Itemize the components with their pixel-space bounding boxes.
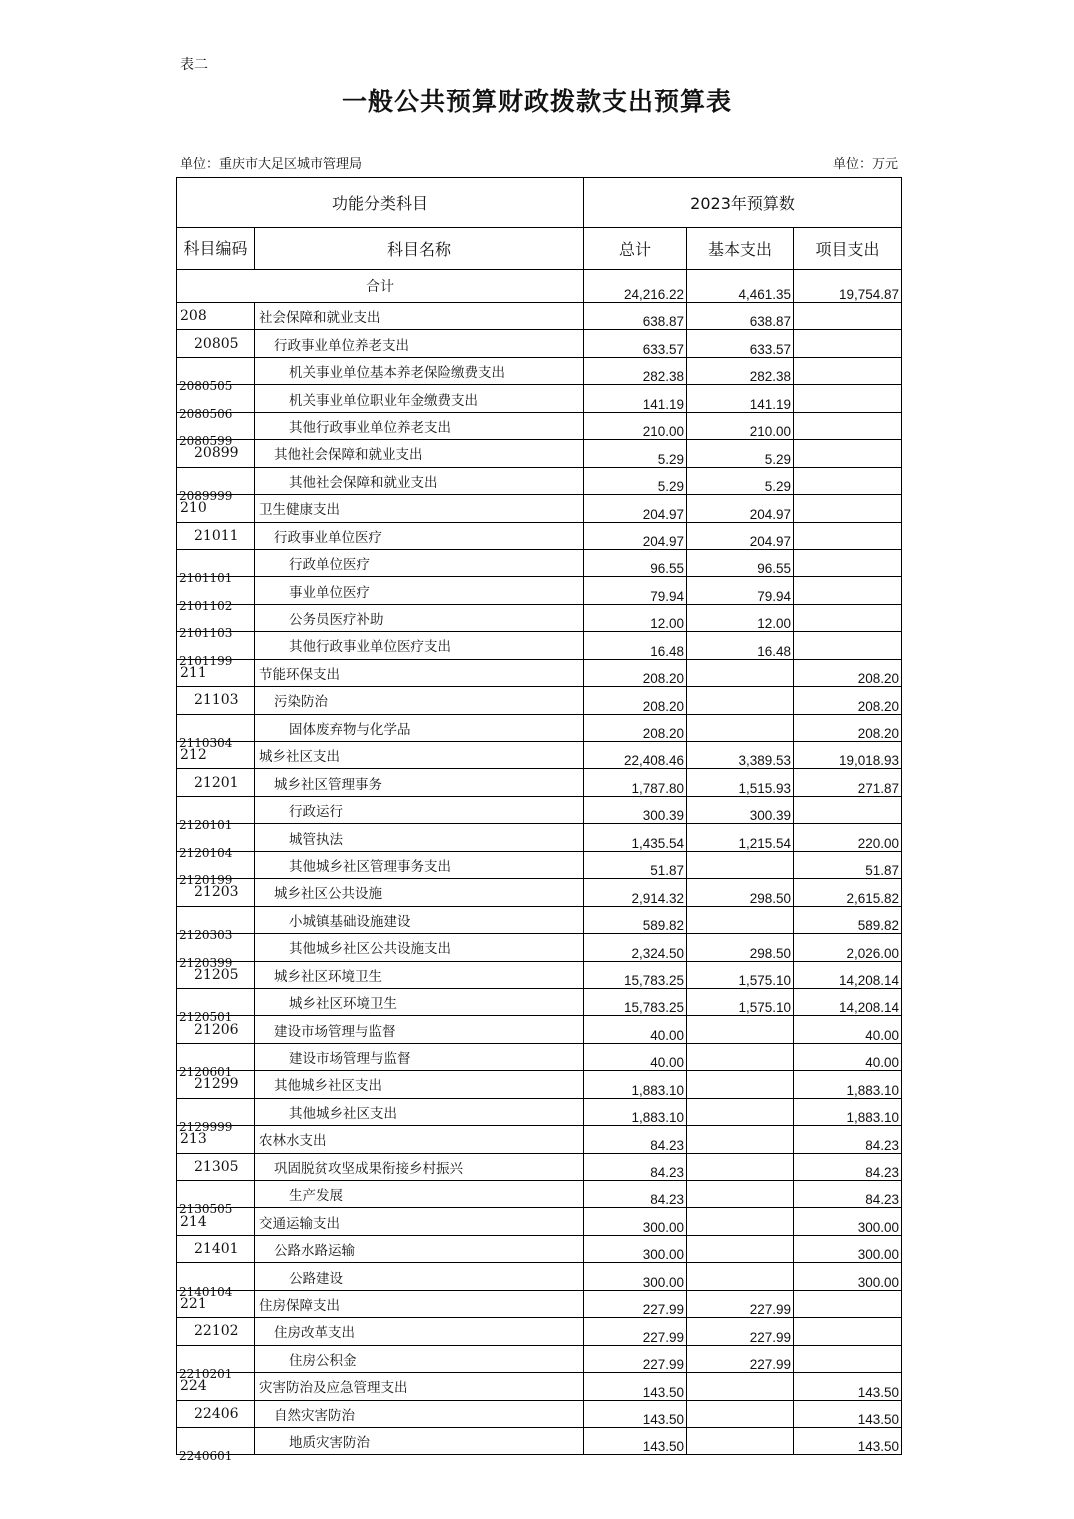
total-amount: 204.97	[584, 522, 687, 549]
table-row	[177, 1400, 902, 1427]
subject-name: 住房公积金	[255, 1345, 584, 1372]
table-row	[177, 961, 902, 988]
table-row	[177, 1208, 902, 1235]
subject-name: 行政事业单位养老支出	[255, 330, 584, 357]
basic-amount	[687, 1427, 794, 1454]
table-row	[177, 440, 902, 467]
table-row	[177, 796, 902, 823]
total-label: 合计	[177, 270, 584, 303]
subject-name: 污染防治	[255, 687, 584, 714]
basic-amount	[687, 659, 794, 686]
total-amount: 300.00	[584, 1263, 687, 1290]
table-row	[177, 934, 902, 961]
subject-code	[177, 385, 255, 421]
subject-code	[177, 988, 255, 1025]
total-amount: 96.55	[584, 549, 687, 576]
subject-code-text: 2129999	[179, 1120, 233, 1135]
subject-name: 建设市场管理与监督	[255, 1043, 584, 1070]
total-amount: 208.20	[584, 687, 687, 714]
table-row	[177, 742, 902, 769]
table-row	[177, 330, 902, 357]
basic-amount: 1,515.93	[687, 769, 794, 796]
basic-amount: 204.97	[687, 495, 794, 522]
table-row	[177, 1373, 902, 1400]
basic-amount: 5.29	[687, 467, 794, 494]
subject-code-text: 2101101	[179, 571, 233, 586]
subject-name: 其他社会保障和就业支出	[255, 440, 584, 467]
basic-amount	[687, 1071, 794, 1098]
total-amount: 300.00	[584, 1235, 687, 1262]
subject-code: 221	[177, 1290, 255, 1317]
subject-code	[177, 906, 255, 943]
total-amount: 5.29	[584, 467, 687, 494]
subject-code	[177, 357, 255, 394]
subject-name: 公务员医疗补助	[255, 604, 584, 631]
project-amount: 51.87	[794, 851, 902, 878]
total-amount: 589.82	[584, 906, 687, 933]
project-amount	[794, 357, 902, 384]
subject-code	[177, 1181, 255, 1217]
subject-code	[177, 1345, 255, 1382]
total-sum: 24,216.22	[584, 270, 687, 303]
subject-name: 其他城乡社区支出	[255, 1071, 584, 1098]
project-amount	[794, 1290, 902, 1317]
table-row	[177, 357, 902, 384]
subject-code-text: 2120104	[179, 845, 233, 860]
subject-name: 行政单位医疗	[255, 549, 584, 576]
table-row	[177, 1427, 902, 1454]
subject-code-text: 2080505	[179, 379, 233, 394]
header-row-2	[177, 228, 902, 270]
page-title: 一般公共预算财政拨款支出预算表	[341, 87, 732, 116]
subject-code: 213	[177, 1126, 255, 1153]
total-amount: 2,324.50	[584, 934, 687, 961]
subject-code	[177, 632, 255, 668]
total-amount: 208.20	[584, 659, 687, 686]
basic-amount	[687, 1235, 794, 1262]
subject-code: 210	[177, 495, 255, 522]
project-amount: 300.00	[794, 1263, 902, 1290]
table-row	[177, 1016, 902, 1043]
subject-code: 21203	[177, 879, 255, 906]
table-row	[177, 1235, 902, 1262]
currency-unit: 单位：万元	[832, 157, 898, 172]
table-row	[177, 769, 902, 796]
project-amount: 143.50	[794, 1400, 902, 1427]
subject-code: 21401	[177, 1235, 255, 1262]
basic-amount: 1,575.10	[687, 988, 794, 1015]
total-amount: 5.29	[584, 440, 687, 467]
project-amount: 1,883.10	[794, 1071, 902, 1098]
basic-amount: 300.39	[687, 796, 794, 823]
total-amount: 227.99	[584, 1345, 687, 1372]
project-amount	[794, 796, 902, 823]
total-amount: 51.87	[584, 851, 687, 878]
basic-amount	[687, 1400, 794, 1427]
subject-name: 小城镇基础设施建设	[255, 906, 584, 933]
subject-code	[177, 549, 255, 586]
basic-amount: 1,575.10	[687, 961, 794, 988]
basic-amount: 141.19	[687, 385, 794, 412]
subject-code-text: 2080599	[179, 434, 233, 449]
subject-code	[177, 1043, 255, 1080]
total-amount: 143.50	[584, 1373, 687, 1400]
project-amount: 220.00	[794, 824, 902, 851]
subject-name: 生产发展	[255, 1181, 584, 1208]
table-row	[177, 824, 902, 851]
budget-year-header: 2023年预算数	[584, 178, 902, 228]
total-basic: 4,461.35	[687, 270, 794, 303]
subject-code: 20899	[177, 440, 255, 467]
subject-name: 机关事业单位职业年金缴费支出	[255, 385, 584, 412]
subject-name: 其他社会保障和就业支出	[255, 467, 584, 494]
table-row	[177, 988, 902, 1015]
subject-code: 21299	[177, 1071, 255, 1098]
total-amount: 638.87	[584, 303, 687, 330]
subject-code	[177, 796, 255, 833]
table-row	[177, 522, 902, 549]
project-amount: 2,026.00	[794, 934, 902, 961]
basic-amount	[687, 1373, 794, 1400]
project-amount	[794, 1318, 902, 1345]
basic-amount: 633.57	[687, 330, 794, 357]
total-amount: 300.39	[584, 796, 687, 823]
project-amount	[794, 522, 902, 549]
project-amount	[794, 604, 902, 631]
basic-amount	[687, 1208, 794, 1235]
subject-code	[177, 604, 255, 641]
table-row	[177, 879, 902, 906]
table-row	[177, 549, 902, 576]
subject-code: 212	[177, 742, 255, 769]
basic-amount: 96.55	[687, 549, 794, 576]
project-amount: 40.00	[794, 1043, 902, 1070]
total-amount: 79.94	[584, 577, 687, 604]
subject-name: 灾害防治及应急管理支出	[255, 1373, 584, 1400]
table-row	[177, 577, 902, 604]
subject-name: 其他行政事业单位医疗支出	[255, 632, 584, 659]
subject-code: 20805	[177, 330, 255, 357]
subject-code-text: 2210201	[179, 1367, 233, 1382]
table-row	[177, 604, 902, 631]
basic-amount: 204.97	[687, 522, 794, 549]
subject-code: 208	[177, 303, 255, 330]
subject-code-text: 2120601	[179, 1065, 233, 1080]
basic-amount: 227.99	[687, 1318, 794, 1345]
project-amount: 84.23	[794, 1181, 902, 1208]
total-amount: 16.48	[584, 632, 687, 659]
document-label: 表二	[180, 57, 208, 73]
basic-amount: 298.50	[687, 934, 794, 961]
subject-code-text: 2110304	[179, 736, 233, 750]
subject-code-text: 2240601	[179, 1449, 233, 1464]
project-amount	[794, 330, 902, 357]
subject-name: 城乡社区支出	[255, 742, 584, 769]
table-row	[177, 851, 902, 878]
basic-amount	[687, 1153, 794, 1180]
subject-name: 城乡社区环境卫生	[255, 988, 584, 1015]
subject-code: 211	[177, 659, 255, 686]
subject-name: 行政事业单位医疗	[255, 522, 584, 549]
total-header: 总计	[584, 228, 687, 270]
project-amount: 2,615.82	[794, 879, 902, 906]
project-amount: 40.00	[794, 1016, 902, 1043]
basic-amount	[687, 1126, 794, 1153]
subject-name: 住房保障支出	[255, 1290, 584, 1317]
basic-amount	[687, 714, 794, 741]
subject-code-text: 2120501	[179, 1010, 233, 1025]
subject-code	[177, 851, 255, 888]
table-row	[177, 412, 902, 439]
table-row	[177, 1181, 902, 1208]
total-amount: 1,435.54	[584, 824, 687, 851]
basic-amount: 12.00	[687, 604, 794, 631]
total-amount: 40.00	[584, 1016, 687, 1043]
subject-name: 自然灾害防治	[255, 1400, 584, 1427]
subject-name: 地质灾害防治	[255, 1427, 584, 1454]
table-row	[177, 1071, 902, 1098]
subject-code-text: 2120199	[179, 873, 233, 888]
basic-amount: 5.29	[687, 440, 794, 467]
subject-code: 22406	[177, 1400, 255, 1427]
subject-code: 224	[177, 1373, 255, 1400]
table-row	[177, 687, 902, 714]
budget-table	[176, 177, 902, 1464]
subject-name: 社会保障和就业支出	[255, 303, 584, 330]
total-row	[177, 270, 902, 303]
total-amount: 1,883.10	[584, 1098, 687, 1125]
project-amount: 208.20	[794, 714, 902, 741]
subject-name: 公路水路运输	[255, 1235, 584, 1262]
project-amount	[794, 303, 902, 330]
total-amount: 282.38	[584, 357, 687, 384]
table-row	[177, 495, 902, 522]
total-amount: 15,783.25	[584, 961, 687, 988]
basic-amount	[687, 1098, 794, 1125]
basic-amount: 79.94	[687, 577, 794, 604]
project-amount	[794, 495, 902, 522]
table-row	[177, 1098, 902, 1125]
basic-amount	[687, 1181, 794, 1208]
subject-code-text: 2089999	[179, 489, 233, 504]
total-amount: 300.00	[584, 1208, 687, 1235]
project-amount: 19,018.93	[794, 742, 902, 769]
subject-code	[177, 577, 255, 613]
basic-amount: 210.00	[687, 412, 794, 439]
subject-name: 城乡社区公共设施	[255, 879, 584, 906]
table-row	[177, 303, 902, 330]
total-amount: 12.00	[584, 604, 687, 631]
subject-name: 固体废弃物与化学品	[255, 714, 584, 741]
total-amount: 84.23	[584, 1126, 687, 1153]
project-amount: 14,208.14	[794, 961, 902, 988]
subject-code: 21305	[177, 1153, 255, 1180]
subject-name: 事业单位医疗	[255, 577, 584, 604]
project-amount: 271.87	[794, 769, 902, 796]
total-project: 19,754.87	[794, 270, 902, 303]
subject-code: 214	[177, 1208, 255, 1235]
subject-name: 城乡社区环境卫生	[255, 961, 584, 988]
table-row	[177, 659, 902, 686]
basic-amount: 638.87	[687, 303, 794, 330]
project-amount: 300.00	[794, 1208, 902, 1235]
total-amount: 15,783.25	[584, 988, 687, 1015]
project-amount: 1,883.10	[794, 1098, 902, 1125]
project-amount	[794, 549, 902, 576]
table-row	[177, 906, 902, 933]
project-amount: 589.82	[794, 906, 902, 933]
project-amount	[794, 467, 902, 494]
subject-code-text: 2101199	[179, 653, 233, 668]
subject-name: 卫生健康支出	[255, 495, 584, 522]
subject-name: 机关事业单位基本养老保险缴费支出	[255, 357, 584, 384]
basic-amount	[687, 1043, 794, 1070]
basic-amount: 298.50	[687, 879, 794, 906]
table-row	[177, 385, 902, 412]
project-amount	[794, 412, 902, 439]
subject-name: 其他城乡社区管理事务支出	[255, 851, 584, 878]
project-amount	[794, 385, 902, 412]
subject-name: 城乡社区管理事务	[255, 769, 584, 796]
total-amount: 633.57	[584, 330, 687, 357]
subject-code-text: 2120101	[179, 818, 233, 833]
table-row	[177, 632, 902, 659]
subject-name: 其他行政事业单位养老支出	[255, 412, 584, 439]
subject-name: 公路建设	[255, 1263, 584, 1290]
total-amount: 22,408.46	[584, 742, 687, 769]
subject-code	[177, 467, 255, 504]
basic-amount: 282.38	[687, 357, 794, 384]
header-row-1	[177, 178, 902, 228]
total-amount: 1,883.10	[584, 1071, 687, 1098]
subject-code	[177, 1098, 255, 1135]
project-amount	[794, 577, 902, 604]
subject-code: 21011	[177, 522, 255, 549]
subject-name: 城管执法	[255, 824, 584, 851]
total-amount: 40.00	[584, 1043, 687, 1070]
subject-code-text: 2101102	[179, 598, 233, 613]
subject-code	[177, 934, 255, 970]
subject-code: 21205	[177, 961, 255, 988]
subject-code	[177, 412, 255, 449]
basic-amount: 3,389.53	[687, 742, 794, 769]
project-amount: 300.00	[794, 1235, 902, 1262]
project-amount: 84.23	[794, 1153, 902, 1180]
project-amount	[794, 1345, 902, 1372]
table-row	[177, 1345, 902, 1372]
subject-name: 其他城乡社区支出	[255, 1098, 584, 1125]
subject-code-text: 2140104	[179, 1284, 233, 1299]
table-row	[177, 1153, 902, 1180]
subject-code	[177, 714, 255, 750]
total-amount: 204.97	[584, 495, 687, 522]
project-amount	[794, 440, 902, 467]
project-amount	[794, 632, 902, 659]
functional-classification-header: 功能分类科目	[177, 178, 584, 228]
name-header: 科目名称	[255, 228, 584, 270]
basic-amount	[687, 851, 794, 878]
basic-amount: 1,215.54	[687, 824, 794, 851]
table-row	[177, 1263, 902, 1290]
total-amount: 143.50	[584, 1400, 687, 1427]
table-row	[177, 1290, 902, 1317]
basic-amount	[687, 1016, 794, 1043]
subject-name: 建设市场管理与监督	[255, 1016, 584, 1043]
table-row	[177, 467, 902, 494]
subject-name: 行政运行	[255, 796, 584, 823]
total-amount: 210.00	[584, 412, 687, 439]
total-amount: 1,787.80	[584, 769, 687, 796]
total-amount: 143.50	[584, 1427, 687, 1454]
subject-name: 住房改革支出	[255, 1318, 584, 1345]
subject-name: 其他城乡社区公共设施支出	[255, 934, 584, 961]
subject-name: 农林水支出	[255, 1126, 584, 1153]
subject-code-text: 2101103	[179, 626, 233, 641]
subject-code-text: 2080506	[179, 406, 233, 421]
organization-unit: 单位：重庆市大足区城市管理局	[180, 157, 363, 172]
project-header: 项目支出	[794, 228, 902, 270]
total-amount: 2,914.32	[584, 879, 687, 906]
basic-amount: 16.48	[687, 632, 794, 659]
basic-amount	[687, 687, 794, 714]
subject-code-text: 2120303	[179, 928, 233, 943]
project-amount: 84.23	[794, 1126, 902, 1153]
total-amount: 84.23	[584, 1181, 687, 1208]
subject-code: 21103	[177, 687, 255, 714]
total-amount: 141.19	[584, 385, 687, 412]
basic-header: 基本支出	[687, 228, 794, 270]
basic-amount	[687, 906, 794, 933]
total-amount: 227.99	[584, 1318, 687, 1345]
subject-code	[177, 1263, 255, 1299]
basic-amount	[687, 1263, 794, 1290]
subject-code-text: 2120399	[179, 955, 233, 970]
subject-code	[177, 824, 255, 860]
total-amount: 227.99	[584, 1290, 687, 1317]
project-amount: 143.50	[794, 1373, 902, 1400]
basic-amount: 227.99	[687, 1345, 794, 1372]
project-amount: 14,208.14	[794, 988, 902, 1015]
project-amount: 208.20	[794, 659, 902, 686]
total-amount: 84.23	[584, 1153, 687, 1180]
subject-name: 节能环保支出	[255, 659, 584, 686]
subject-code: 22102	[177, 1318, 255, 1345]
code-header: 科目编码	[177, 228, 255, 270]
subject-code-text: 2130505	[179, 1202, 233, 1217]
subject-code: 21201	[177, 769, 255, 796]
subject-code: 21206	[177, 1016, 255, 1043]
subject-code	[177, 1427, 255, 1464]
total-amount: 208.20	[584, 714, 687, 741]
subject-name: 巩固脱贫攻坚成果衔接乡村振兴	[255, 1153, 584, 1180]
table-row	[177, 1043, 902, 1070]
table-row	[177, 714, 902, 741]
basic-amount: 227.99	[687, 1290, 794, 1317]
table-row	[177, 1126, 902, 1153]
project-amount: 208.20	[794, 687, 902, 714]
table-row	[177, 1318, 902, 1345]
subject-name: 交通运输支出	[255, 1208, 584, 1235]
project-amount: 143.50	[794, 1427, 902, 1454]
